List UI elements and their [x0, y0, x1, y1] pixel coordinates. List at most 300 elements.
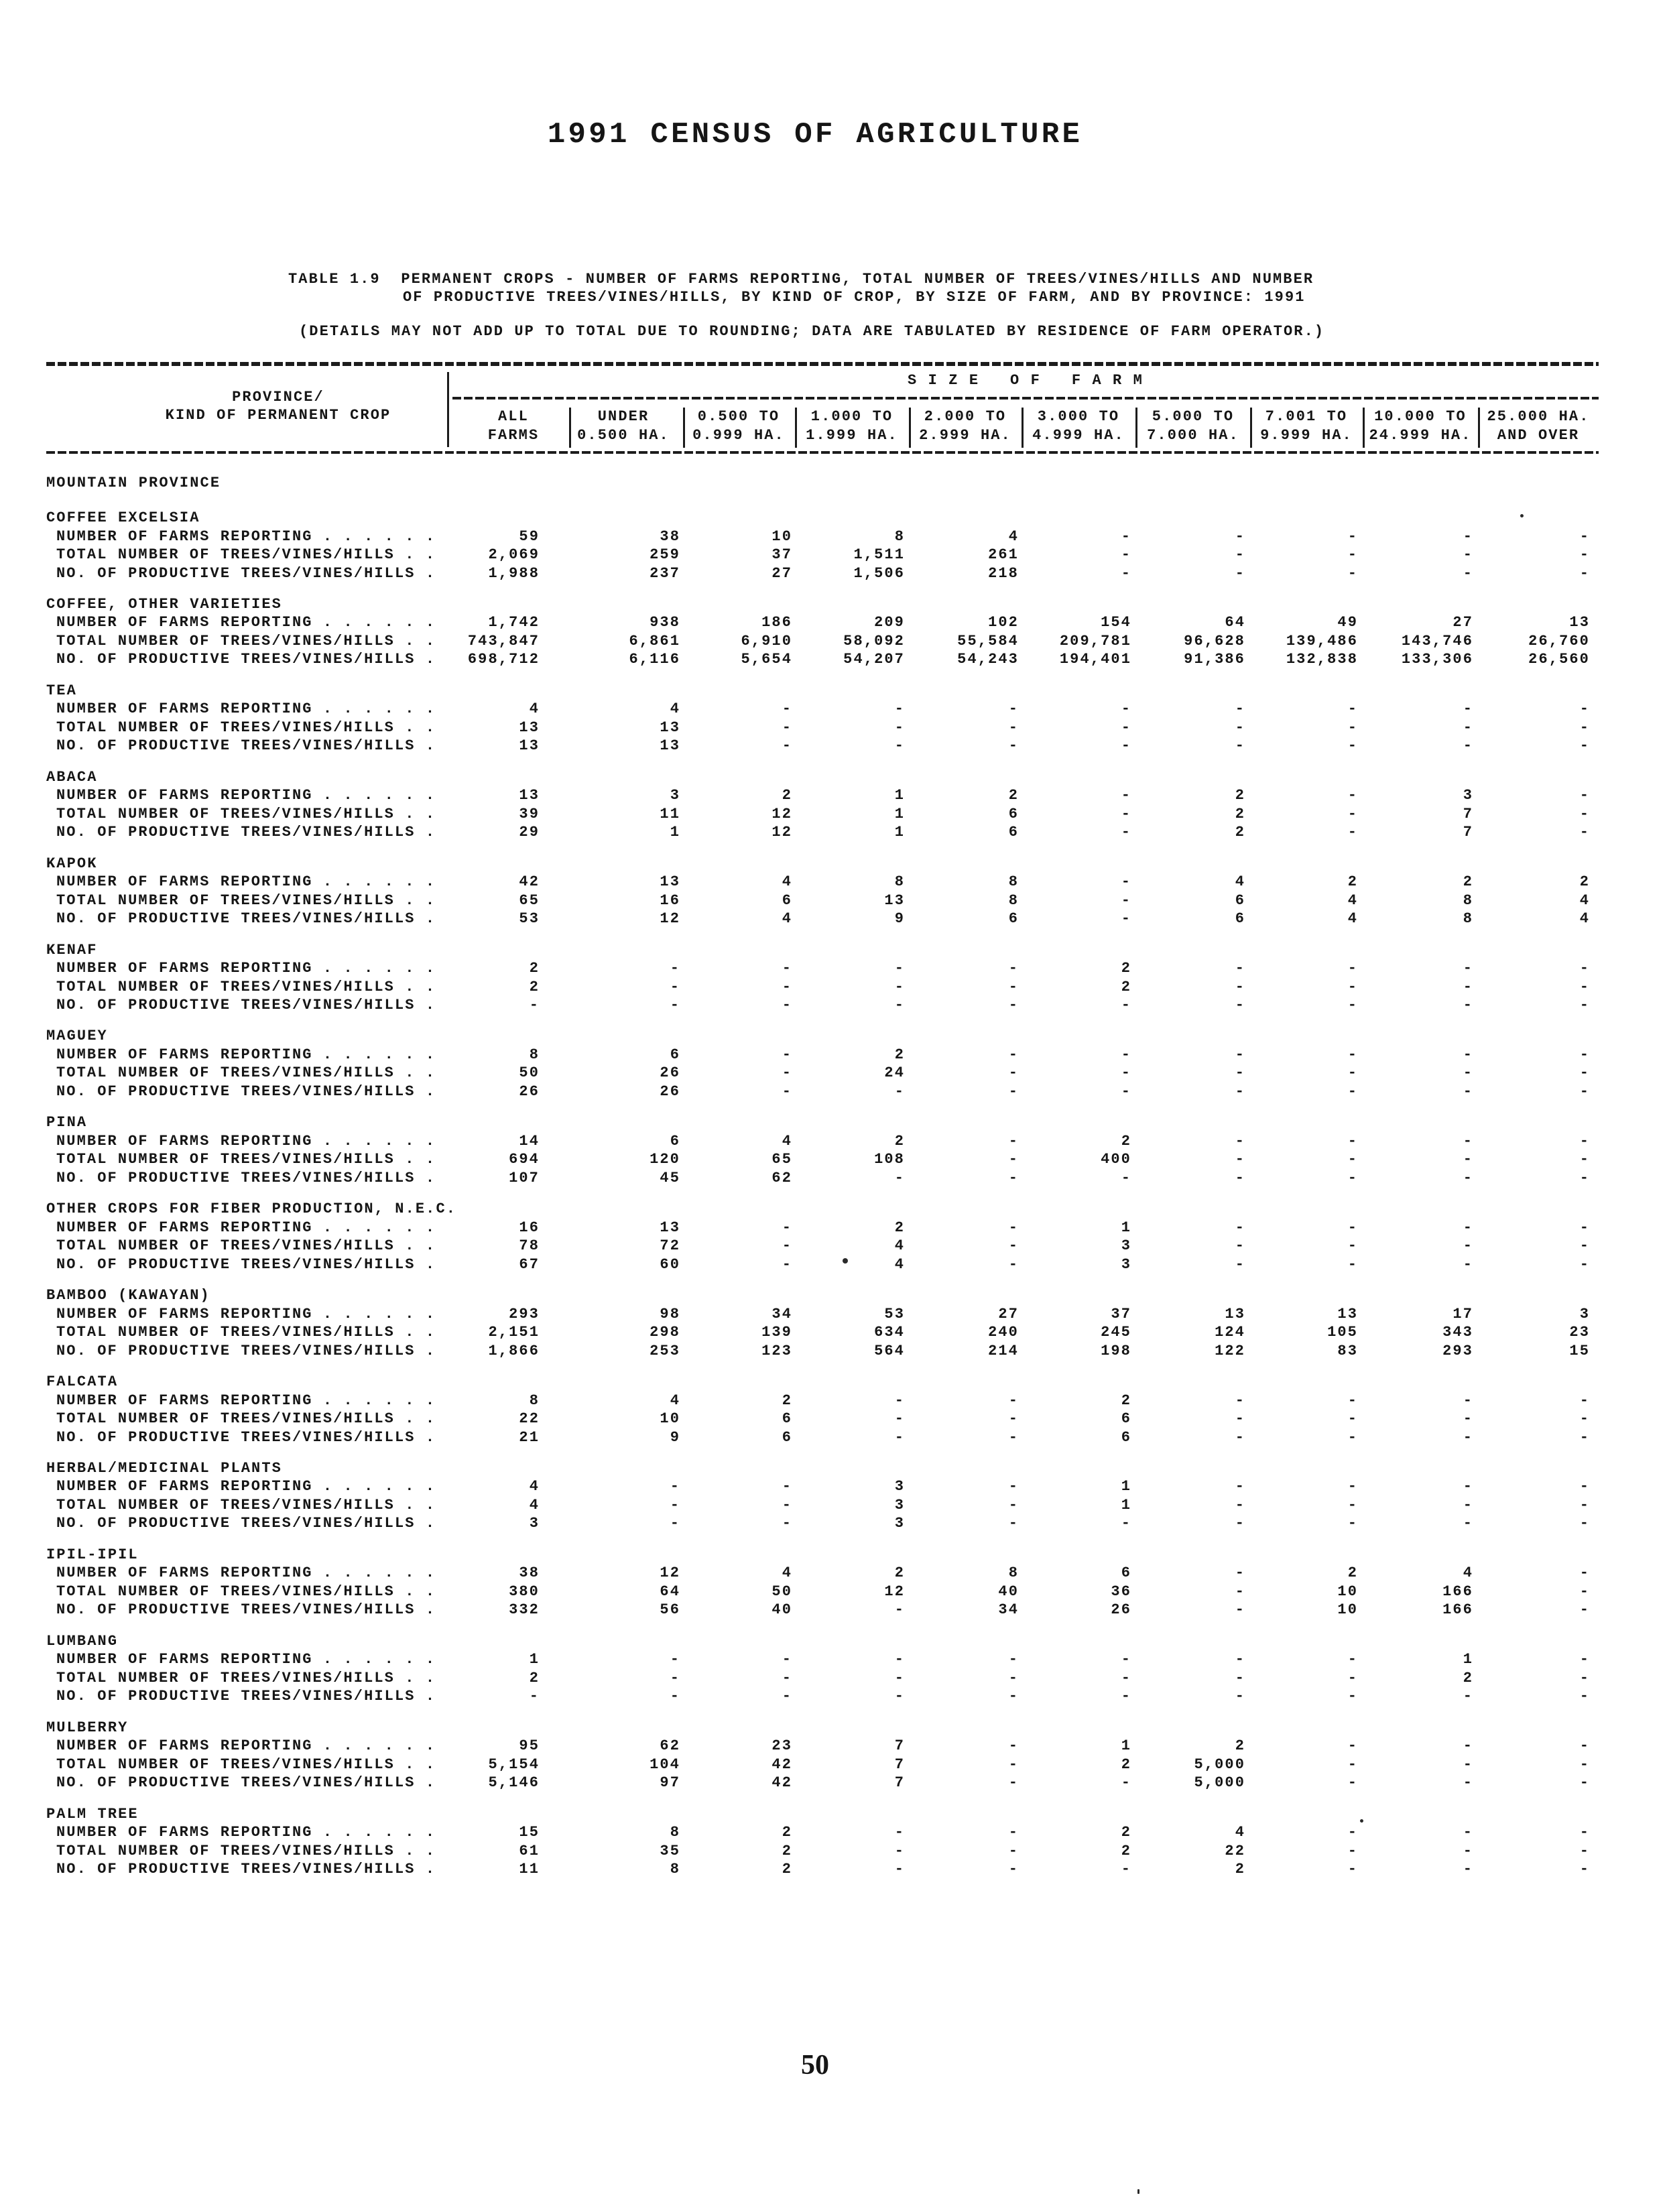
data-cell: - [1235, 1669, 1245, 1686]
data-cell: - [1347, 1410, 1358, 1427]
row-label: NUMBER OF FARMS REPORTING . . . . . . [56, 1046, 436, 1063]
data-cell: - [670, 1688, 680, 1705]
data-cell: 6 [1008, 824, 1019, 841]
data-cell: - [1463, 1255, 1473, 1273]
data-cell: - [1463, 1083, 1473, 1100]
row-label: NUMBER OF FARMS REPORTING . . . . . . [56, 1219, 436, 1236]
data-cell: 3 [1121, 1237, 1131, 1255]
data-cell: 105 [1327, 1324, 1358, 1341]
data-cell: 380 [509, 1583, 540, 1600]
data-cell: 10 [1337, 1583, 1358, 1600]
data-cell: - [1579, 1756, 1590, 1773]
row-label: NUMBER OF FARMS REPORTING . . . . . . [56, 614, 436, 631]
data-cell: 253 [650, 1342, 680, 1359]
data-cell: - [1463, 1824, 1473, 1841]
data-cell: 58,092 [843, 632, 905, 650]
data-cell: - [1121, 1515, 1131, 1532]
data-cell: - [1008, 1515, 1019, 1532]
data-cell: 12 [771, 805, 792, 822]
data-cell: - [1235, 1237, 1245, 1255]
data-cell: - [782, 737, 792, 755]
data-cell: - [782, 1064, 792, 1082]
data-cell: 54,207 [843, 651, 905, 668]
data-cell: - [1121, 1083, 1131, 1100]
data-cell: - [894, 1428, 905, 1446]
data-cell: - [1347, 997, 1358, 1013]
table-caption-line: OF PRODUCTIVE TREES/VINES/HILLS, BY KIND OF CROP, BY SIZE OF FARM, AND BY PROVINCE: 1991 [403, 289, 1306, 306]
data-cell: 166 [1442, 1601, 1473, 1619]
data-cell: 64 [660, 1583, 680, 1600]
row-label: NUMBER OF FARMS REPORTING . . . . . . [56, 1478, 436, 1495]
data-cell: 1 [670, 824, 680, 841]
data-cell: 23 [771, 1737, 792, 1755]
data-cell: - [670, 978, 680, 995]
data-cell: 26 [660, 1083, 680, 1100]
data-cell: - [1463, 564, 1473, 582]
data-cell: 4 [1347, 910, 1358, 928]
row-label: TOTAL NUMBER OF TREES/VINES/HILLS . . [56, 1237, 436, 1255]
data-cell: 91,386 [1184, 651, 1245, 668]
data-cell: - [782, 1083, 792, 1100]
data-cell: 42 [519, 873, 540, 891]
data-cell: - [1463, 700, 1473, 718]
data-cell: 55,584 [957, 632, 1019, 650]
data-cell: - [1347, 1169, 1358, 1186]
data-cell: 11 [660, 805, 680, 822]
data-cell: - [1008, 1861, 1019, 1878]
data-cell: - [1008, 1428, 1019, 1446]
data-cell: 11 [519, 1861, 540, 1878]
data-cell: 4 [529, 1496, 540, 1514]
row-label: TOTAL NUMBER OF TREES/VINES/HILLS . . [56, 1151, 436, 1168]
column-header-line: 25.000 HA. [1487, 408, 1590, 425]
data-cell: 2 [782, 1842, 792, 1859]
row-label: NO. OF PRODUCTIVE TREES/VINES/HILLS . [56, 651, 436, 668]
data-cell: 6 [782, 1428, 792, 1446]
data-cell: 2 [1121, 1824, 1131, 1841]
row-label: TOTAL NUMBER OF TREES/VINES/HILLS . . [56, 1410, 436, 1427]
data-cell: 6 [1121, 1564, 1131, 1582]
data-cell: - [1463, 1774, 1473, 1792]
data-cell: - [1463, 1688, 1473, 1705]
data-cell: 37 [1111, 1305, 1131, 1323]
data-cell: - [1347, 1478, 1358, 1495]
column-separator [1363, 408, 1365, 448]
data-cell: 2 [894, 1132, 905, 1150]
data-cell: 13 [519, 737, 540, 755]
data-cell: 2 [1463, 1669, 1473, 1686]
data-cell: - [1235, 528, 1245, 545]
data-cell: 102 [988, 614, 1019, 631]
data-cell: 60 [660, 1255, 680, 1273]
data-cell: 120 [650, 1151, 680, 1168]
crop-name: FALCATA [46, 1373, 119, 1390]
column-header-line: ALL [498, 408, 529, 425]
data-cell: 2 [1347, 873, 1358, 891]
column-separator [909, 408, 911, 448]
data-cell: 6 [782, 892, 792, 909]
data-cell: 6 [1008, 910, 1019, 928]
data-cell: 6 [782, 1410, 792, 1427]
data-cell: 26 [519, 1083, 540, 1100]
data-cell: 26 [660, 1064, 680, 1082]
data-cell: - [1463, 1428, 1473, 1446]
data-cell: 4 [782, 910, 792, 928]
data-cell: 22 [1225, 1842, 1245, 1859]
data-cell: 2 [782, 787, 792, 804]
row-label: NO. OF PRODUCTIVE TREES/VINES/HILLS . [56, 564, 436, 582]
row-label: TOTAL NUMBER OF TREES/VINES/HILLS . . [56, 1324, 436, 1341]
data-cell: - [1463, 546, 1473, 563]
data-cell: 8 [529, 1046, 540, 1063]
data-cell: 8 [894, 528, 905, 545]
data-cell: - [1579, 1824, 1590, 1841]
column-separator [1022, 408, 1024, 448]
data-cell: - [1008, 719, 1019, 736]
row-label: TOTAL NUMBER OF TREES/VINES/HILLS . . [56, 1842, 436, 1859]
column-header-line: 24.999 HA. [1369, 427, 1472, 444]
data-cell: - [1121, 528, 1131, 545]
data-cell: 143,746 [1401, 632, 1473, 650]
data-cell: 8 [670, 1861, 680, 1878]
data-cell: - [1463, 1237, 1473, 1255]
data-cell: - [1579, 1410, 1590, 1427]
data-cell: - [1121, 1774, 1131, 1792]
data-cell: - [1008, 1083, 1019, 1100]
data-cell: 4 [670, 700, 680, 718]
data-cell: 2 [1579, 873, 1590, 891]
data-cell: - [1579, 1237, 1590, 1255]
data-cell: 64 [1225, 614, 1245, 631]
column-header-line: 4.999 HA. [1032, 427, 1125, 444]
data-cell: - [1463, 737, 1473, 755]
data-cell: 4 [782, 873, 792, 891]
row-label: NUMBER OF FARMS REPORTING . . . . . . [56, 1824, 436, 1841]
data-cell: 29 [519, 824, 540, 841]
data-cell: 6 [1235, 892, 1245, 909]
data-cell: 209 [874, 614, 905, 631]
data-cell: - [782, 1669, 792, 1686]
data-cell: - [1008, 1151, 1019, 1168]
data-cell: 6 [1235, 910, 1245, 928]
data-cell: - [782, 1255, 792, 1273]
data-cell: - [1235, 1428, 1245, 1446]
data-cell: 2 [1235, 824, 1245, 841]
data-cell: - [1235, 997, 1245, 1013]
data-cell: - [1235, 1255, 1245, 1273]
data-cell: - [1579, 719, 1590, 736]
data-cell: - [1579, 1392, 1590, 1409]
crop-name: OTHER CROPS FOR FIBER PRODUCTION, N.E.C. [46, 1201, 457, 1218]
data-cell: - [1347, 978, 1358, 995]
data-cell: 78 [519, 1237, 540, 1255]
crop-name: COFFEE EXCELSIA [46, 509, 200, 526]
data-cell: - [1347, 1669, 1358, 1686]
data-cell: 4 [670, 1392, 680, 1409]
row-label: TOTAL NUMBER OF TREES/VINES/HILLS . . [56, 546, 436, 563]
row-label: TOTAL NUMBER OF TREES/VINES/HILLS . . [56, 719, 436, 736]
column-separator [683, 408, 685, 448]
data-cell: - [1579, 1515, 1590, 1532]
data-cell: 3 [894, 1496, 905, 1514]
data-cell: 10 [771, 528, 792, 545]
data-cell: - [1121, 1651, 1131, 1668]
data-cell: - [1121, 564, 1131, 582]
data-cell: 4 [529, 700, 540, 718]
data-cell: 237 [650, 564, 680, 582]
data-cell: 13 [1225, 1305, 1245, 1323]
data-cell: - [894, 1669, 905, 1686]
data-cell: - [782, 1237, 792, 1255]
row-label: NUMBER OF FARMS REPORTING . . . . . . [56, 960, 436, 977]
data-cell: 9 [670, 1428, 680, 1446]
data-cell: 13 [1569, 614, 1590, 631]
data-cell: - [894, 1651, 905, 1668]
data-cell: 2 [1121, 1842, 1131, 1859]
data-cell: 59 [519, 528, 540, 545]
row-label: TOTAL NUMBER OF TREES/VINES/HILLS . . [56, 1583, 436, 1600]
data-cell: - [1121, 892, 1131, 909]
header-bottom-dashed-rule [46, 451, 1599, 454]
data-cell: 3 [1463, 787, 1473, 804]
data-cell: 15 [1569, 1342, 1590, 1359]
data-cell: - [1579, 1601, 1590, 1619]
data-cell: - [894, 1824, 905, 1841]
data-cell: 2 [894, 1046, 905, 1063]
data-cell: - [529, 1688, 540, 1705]
data-cell: 12 [884, 1583, 905, 1600]
data-cell: 40 [998, 1583, 1019, 1600]
data-cell: 26,560 [1528, 651, 1590, 668]
row-label: NUMBER OF FARMS REPORTING . . . . . . [56, 528, 436, 545]
row-label: NO. OF PRODUCTIVE TREES/VINES/HILLS . [56, 1515, 436, 1532]
data-cell: - [1008, 1496, 1019, 1514]
data-cell: - [1347, 1428, 1358, 1446]
data-cell: 240 [988, 1324, 1019, 1341]
data-cell: 133,306 [1401, 651, 1473, 668]
data-cell: - [1347, 1046, 1358, 1063]
data-cell: 8 [1463, 910, 1473, 928]
data-cell: 6,861 [629, 632, 680, 650]
data-cell: 16 [519, 1219, 540, 1236]
data-cell: - [1579, 1669, 1590, 1686]
data-cell: - [894, 737, 905, 755]
data-cell: 13 [519, 719, 540, 736]
data-cell: - [1008, 1774, 1019, 1792]
data-cell: - [1579, 1688, 1590, 1705]
data-cell: - [529, 997, 540, 1013]
crop-name: ABACA [46, 768, 98, 786]
data-cell: - [1121, 1064, 1131, 1082]
data-cell: 218 [988, 564, 1019, 582]
row-label: TOTAL NUMBER OF TREES/VINES/HILLS . . [56, 1064, 436, 1082]
data-cell: 21 [519, 1428, 540, 1446]
data-cell: - [1579, 824, 1590, 841]
row-label: NUMBER OF FARMS REPORTING . . . . . . [56, 787, 436, 804]
data-cell: 2 [529, 978, 540, 995]
data-cell: 2 [782, 1392, 792, 1409]
data-cell: 50 [519, 1064, 540, 1082]
data-cell: 293 [1442, 1342, 1473, 1359]
column-header-line: 7.000 HA. [1147, 427, 1239, 444]
row-label: NO. OF PRODUCTIVE TREES/VINES/HILLS . [56, 824, 436, 841]
data-cell: 124 [1215, 1324, 1245, 1341]
data-cell: 10 [1337, 1601, 1358, 1619]
data-cell: 5,146 [488, 1774, 540, 1792]
column-header-line: 1.000 TO [810, 408, 893, 425]
data-cell: 2,069 [488, 546, 540, 563]
data-cell: 97 [660, 1774, 680, 1792]
data-cell: 8 [1008, 892, 1019, 909]
data-cell: 938 [650, 614, 680, 631]
data-cell: 293 [509, 1305, 540, 1323]
data-cell: 2 [782, 1861, 792, 1878]
data-cell: 42 [771, 1774, 792, 1792]
data-cell: - [1008, 737, 1019, 755]
column-header-line: 5.000 TO [1152, 408, 1235, 425]
data-cell: - [1008, 1737, 1019, 1755]
data-cell: - [1121, 1861, 1131, 1878]
data-cell: - [1008, 700, 1019, 718]
data-cell: - [1008, 1669, 1019, 1686]
data-cell: 4 [894, 1255, 905, 1273]
row-label: NUMBER OF FARMS REPORTING . . . . . . [56, 1392, 436, 1409]
data-cell: - [1463, 997, 1473, 1013]
data-cell: - [1347, 1083, 1358, 1100]
data-cell: - [1463, 1219, 1473, 1236]
data-cell: - [1121, 787, 1131, 804]
data-cell: - [782, 1478, 792, 1495]
data-cell: - [1121, 1688, 1131, 1705]
crop-name: KENAF [46, 941, 98, 959]
data-cell: 67 [519, 1255, 540, 1273]
data-cell: - [1579, 1861, 1590, 1878]
data-cell: - [1463, 1842, 1473, 1859]
data-cell: 8 [894, 873, 905, 891]
data-cell: - [1235, 1132, 1245, 1150]
data-cell: 6 [670, 1046, 680, 1063]
data-cell: 139 [761, 1324, 792, 1341]
data-cell: 6 [1121, 1410, 1131, 1427]
data-cell: - [1121, 1046, 1131, 1063]
row-label: NO. OF PRODUCTIVE TREES/VINES/HILLS . [56, 737, 436, 755]
data-cell: - [1235, 1046, 1245, 1063]
crop-name: MULBERRY [46, 1719, 129, 1736]
row-label: NO. OF PRODUCTIVE TREES/VINES/HILLS . [56, 1428, 436, 1446]
data-cell: - [1008, 1688, 1019, 1705]
crop-name: IPIL-IPIL [46, 1546, 139, 1563]
data-cell: - [1008, 1842, 1019, 1859]
data-cell: - [1235, 1478, 1245, 1495]
data-cell: - [1235, 1392, 1245, 1409]
data-cell: 38 [660, 528, 680, 545]
data-cell: - [1008, 1756, 1019, 1773]
data-cell: - [1579, 1219, 1590, 1236]
stub-header-crop: KIND OF PERMANENT CROP [165, 407, 391, 424]
row-label: TOTAL NUMBER OF TREES/VINES/HILLS . . [56, 632, 436, 650]
row-label: NUMBER OF FARMS REPORTING . . . . . . [56, 1564, 436, 1582]
data-cell: 194,401 [1059, 651, 1131, 668]
data-cell: - [1121, 737, 1131, 755]
data-cell: - [1235, 1583, 1245, 1600]
data-cell: - [1463, 960, 1473, 977]
data-cell: - [782, 719, 792, 736]
column-header-line: 0.500 TO [697, 408, 780, 425]
column-header-line: 1.999 HA. [806, 427, 898, 444]
data-cell: 259 [650, 546, 680, 563]
data-cell: 8 [1008, 1564, 1019, 1582]
data-cell: - [1347, 737, 1358, 755]
data-cell: 95 [519, 1737, 540, 1755]
data-cell: - [1463, 1410, 1473, 1427]
data-cell: - [1579, 1046, 1590, 1063]
row-label: NO. OF PRODUCTIVE TREES/VINES/HILLS . [56, 1342, 436, 1359]
data-cell: 27 [771, 564, 792, 582]
column-header-line: 0.999 HA. [692, 427, 785, 444]
data-cell: 12 [771, 824, 792, 841]
data-cell: - [782, 960, 792, 977]
data-cell: 13 [660, 719, 680, 736]
data-cell: 37 [771, 546, 792, 563]
scan-speck [1137, 2189, 1139, 2194]
column-header-line: 9.999 HA. [1260, 427, 1353, 444]
data-cell: 1 [894, 787, 905, 804]
data-cell: 3 [894, 1515, 905, 1532]
data-cell: 4 [894, 1237, 905, 1255]
size-of-farm-spanner: S I Z E O F F A R M [908, 372, 1143, 389]
data-cell: 62 [771, 1169, 792, 1186]
data-cell: 107 [509, 1169, 540, 1186]
row-label: TOTAL NUMBER OF TREES/VINES/HILLS . . [56, 1756, 436, 1773]
data-cell: 27 [1452, 614, 1473, 631]
data-cell: 261 [988, 546, 1019, 563]
data-cell: - [1008, 1132, 1019, 1150]
data-cell: 1 [1121, 1737, 1131, 1755]
data-cell: 2 [894, 1564, 905, 1582]
stub-header-province: PROVINCE/ [232, 389, 324, 406]
data-cell: - [1347, 805, 1358, 822]
data-cell: - [1463, 1515, 1473, 1532]
data-cell: - [670, 1515, 680, 1532]
scan-speck [1360, 1819, 1363, 1823]
row-label: NO. OF PRODUCTIVE TREES/VINES/HILLS . [56, 1601, 436, 1619]
data-cell: - [1347, 1861, 1358, 1878]
data-cell: - [1579, 1564, 1590, 1582]
page-title: 1991 CENSUS OF AGRICULTURE [547, 118, 1083, 151]
row-label: NO. OF PRODUCTIVE TREES/VINES/HILLS . [56, 1774, 436, 1792]
data-cell: - [894, 1601, 905, 1619]
scan-speck [1520, 514, 1524, 517]
data-cell: - [670, 1651, 680, 1668]
data-cell: 108 [874, 1151, 905, 1168]
data-cell: - [1347, 1151, 1358, 1168]
data-cell: 214 [988, 1342, 1019, 1359]
data-cell: 2 [529, 1669, 540, 1686]
row-label: TOTAL NUMBER OF TREES/VINES/HILLS . . [56, 1496, 436, 1514]
data-cell: 2 [782, 1824, 792, 1841]
data-cell: 5,000 [1194, 1756, 1245, 1773]
data-cell: - [1347, 1824, 1358, 1841]
data-cell: 1,511 [853, 546, 905, 563]
row-label: TOTAL NUMBER OF TREES/VINES/HILLS . . [56, 892, 436, 909]
data-cell: - [1579, 1255, 1590, 1273]
data-cell: 4 [529, 1478, 540, 1495]
data-cell: 16 [660, 892, 680, 909]
data-cell: 1 [1121, 1496, 1131, 1514]
row-label: NO. OF PRODUCTIVE TREES/VINES/HILLS . [56, 910, 436, 928]
data-cell: 98 [660, 1305, 680, 1323]
province-heading: MOUNTAIN PROVINCE [46, 475, 221, 491]
